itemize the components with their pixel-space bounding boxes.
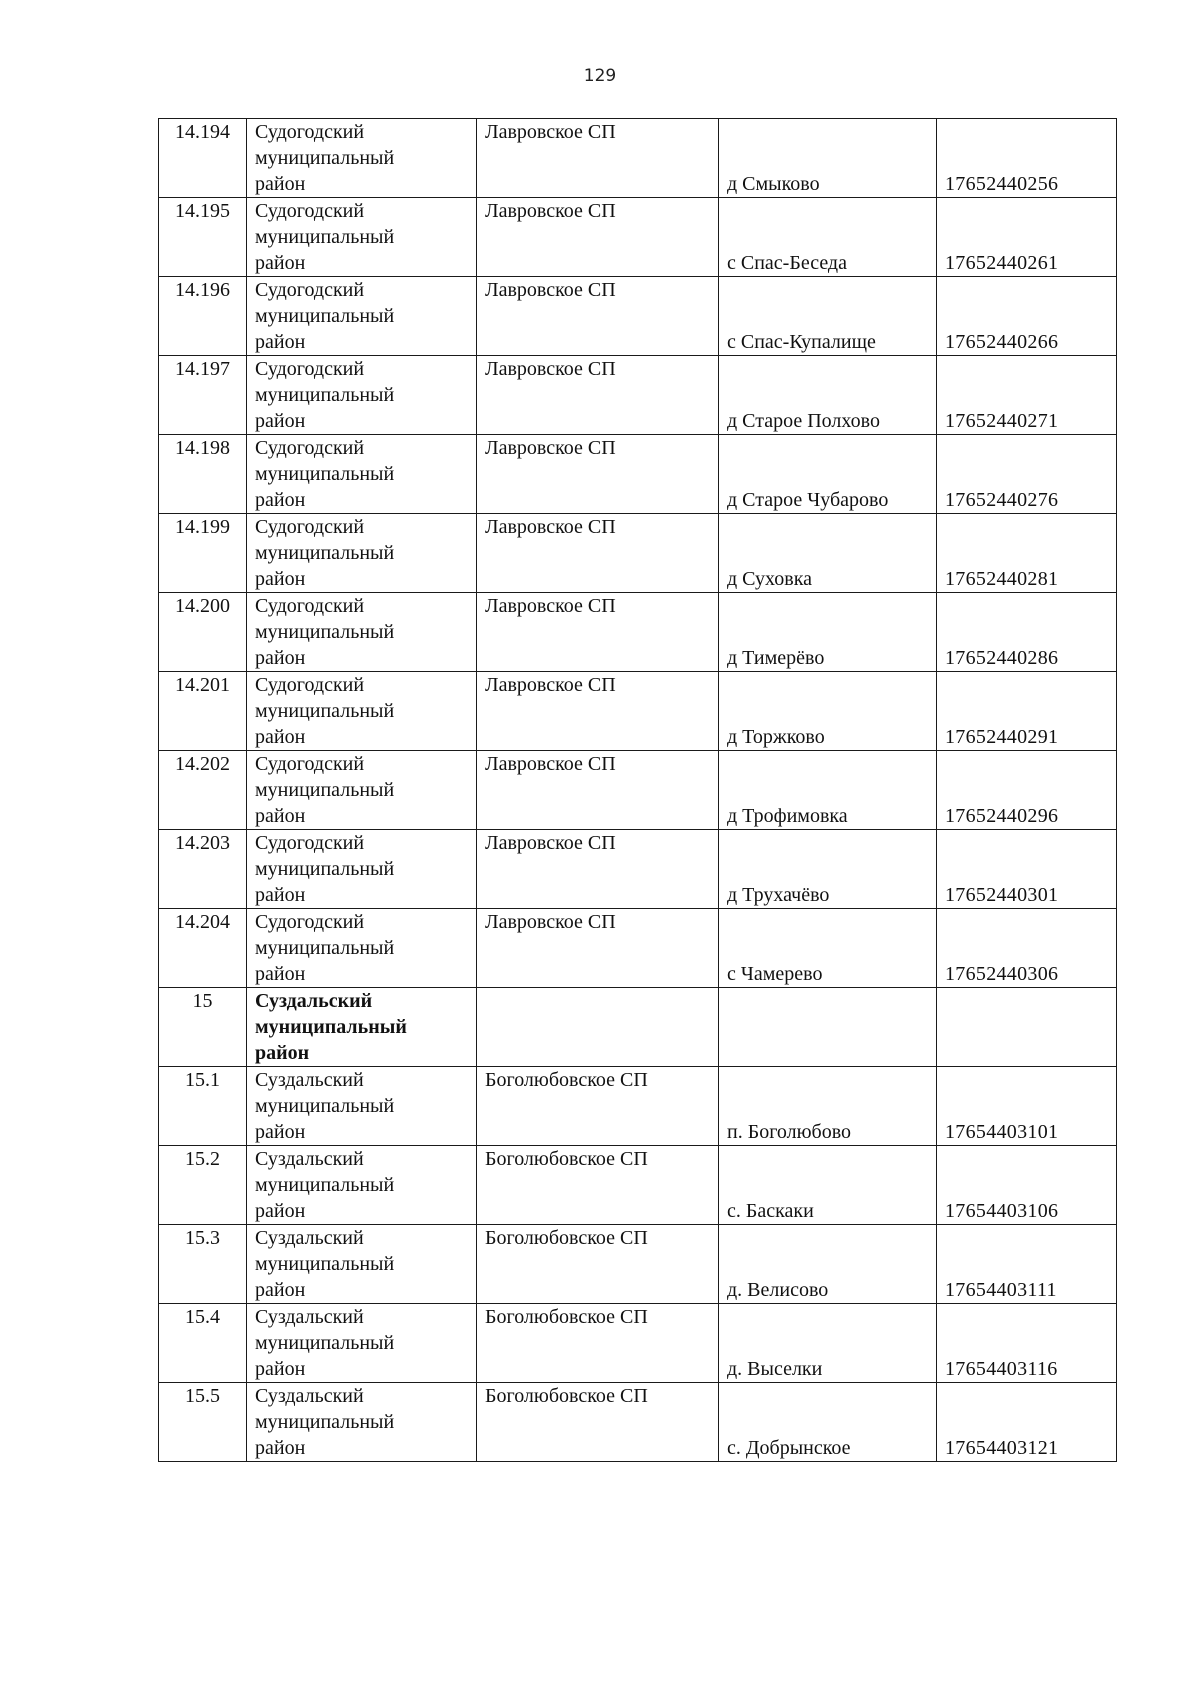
oktmo-code-cell: 17654403121 bbox=[937, 1383, 1117, 1462]
district-cell bbox=[247, 672, 477, 751]
settlement-cell: Лавровское СП bbox=[477, 909, 719, 988]
oktmo-code-cell: 17652440296 bbox=[937, 751, 1117, 830]
settlement-cell: Боголюбовское СП bbox=[477, 1383, 719, 1462]
district-cell bbox=[247, 1146, 477, 1225]
district-cell bbox=[247, 988, 477, 1067]
district-line: Суздальский bbox=[255, 1385, 364, 1407]
oktmo-code-cell: 17654403111 bbox=[937, 1225, 1117, 1304]
district-line: Судогодский bbox=[255, 595, 365, 617]
district-line: район bbox=[255, 1121, 306, 1143]
locality-cell: д Суховка bbox=[719, 514, 937, 593]
locality-cell: п. Боголюбово bbox=[719, 1067, 937, 1146]
table-row bbox=[159, 1304, 1117, 1383]
district-line: Судогодский bbox=[255, 200, 365, 222]
district-cell bbox=[247, 356, 477, 435]
settlement-cell: Боголюбовское СП bbox=[477, 1067, 719, 1146]
district-line: муниципальный bbox=[255, 384, 395, 406]
district-line: район bbox=[255, 726, 306, 748]
district-line: муниципальный bbox=[255, 1411, 395, 1433]
settlement-cell: Лавровское СП bbox=[477, 672, 719, 751]
district-line: муниципальный bbox=[255, 1174, 395, 1196]
district-line: Судогодский bbox=[255, 832, 365, 854]
district-cell bbox=[247, 1383, 477, 1462]
settlement-cell: Лавровское СП bbox=[477, 198, 719, 277]
oktmo-code-cell: 17654403116 bbox=[937, 1304, 1117, 1383]
district-cell bbox=[247, 277, 477, 356]
oktmo-code-cell: 17654403101 bbox=[937, 1067, 1117, 1146]
district-line: муниципальный bbox=[255, 1253, 395, 1275]
oktmo-code-cell: 17652440281 bbox=[937, 514, 1117, 593]
district-line: район bbox=[255, 805, 306, 827]
locality-cell: с Чамерево bbox=[719, 909, 937, 988]
district-line: муниципальный bbox=[255, 700, 395, 722]
district-line: муниципальный bbox=[255, 1332, 395, 1354]
row-number: 14.201 bbox=[159, 672, 247, 751]
table-row bbox=[159, 1383, 1117, 1462]
district-line: район bbox=[255, 331, 306, 353]
district-line: муниципальный bbox=[255, 1016, 407, 1038]
district-cell bbox=[247, 1225, 477, 1304]
oktmo-code-cell: 17652440291 bbox=[937, 672, 1117, 751]
oktmo-code-cell bbox=[937, 988, 1117, 1067]
locality-cell: д Трофимовка bbox=[719, 751, 937, 830]
row-number: 14.195 bbox=[159, 198, 247, 277]
locality-cell: д Тимерёво bbox=[719, 593, 937, 672]
locality-cell bbox=[719, 988, 937, 1067]
district-cell bbox=[247, 909, 477, 988]
settlements-table bbox=[158, 118, 1117, 1462]
district-line: муниципальный bbox=[255, 621, 395, 643]
district-line: Судогодский bbox=[255, 358, 365, 380]
row-number: 14.202 bbox=[159, 751, 247, 830]
table-row bbox=[159, 830, 1117, 909]
locality-cell: с Спас-Беседа bbox=[719, 198, 937, 277]
district-cell bbox=[247, 1304, 477, 1383]
district-line: район bbox=[255, 252, 306, 274]
table-row bbox=[159, 1067, 1117, 1146]
district-line: муниципальный bbox=[255, 226, 395, 248]
district-line: Судогодский bbox=[255, 516, 365, 538]
district-line: район bbox=[255, 489, 306, 511]
table-row bbox=[159, 672, 1117, 751]
row-number: 14.196 bbox=[159, 277, 247, 356]
district-line: Суздальский bbox=[255, 990, 373, 1012]
district-line: район bbox=[255, 1358, 306, 1380]
settlement-cell: Лавровское СП bbox=[477, 830, 719, 909]
district-line: Судогодский bbox=[255, 674, 365, 696]
locality-cell: с Спас-Купалище bbox=[719, 277, 937, 356]
district-line: Суздальский bbox=[255, 1227, 364, 1249]
table-row bbox=[159, 751, 1117, 830]
district-line: район bbox=[255, 568, 306, 590]
district-line: муниципальный bbox=[255, 779, 395, 801]
oktmo-code-cell: 17654403106 bbox=[937, 1146, 1117, 1225]
district-line: Судогодский bbox=[255, 437, 365, 459]
table-row bbox=[159, 514, 1117, 593]
district-cell bbox=[247, 435, 477, 514]
settlement-cell: Лавровское СП bbox=[477, 435, 719, 514]
oktmo-code-cell: 17652440301 bbox=[937, 830, 1117, 909]
page-number: 129 bbox=[583, 66, 617, 86]
district-cell bbox=[247, 1067, 477, 1146]
table-row bbox=[159, 1146, 1117, 1225]
table-row bbox=[159, 277, 1117, 356]
row-number: 14.200 bbox=[159, 593, 247, 672]
district-line: муниципальный bbox=[255, 1095, 395, 1117]
table-row bbox=[159, 198, 1117, 277]
row-number: 15.3 bbox=[159, 1225, 247, 1304]
oktmo-code-cell: 17652440306 bbox=[937, 909, 1117, 988]
row-number: 14.197 bbox=[159, 356, 247, 435]
settlement-cell bbox=[477, 988, 719, 1067]
district-line: Суздальский bbox=[255, 1306, 364, 1328]
settlement-cell: Лавровское СП bbox=[477, 593, 719, 672]
settlement-cell: Лавровское СП bbox=[477, 514, 719, 593]
table-body bbox=[159, 119, 1117, 1462]
district-line: муниципальный bbox=[255, 858, 395, 880]
row-number: 15.2 bbox=[159, 1146, 247, 1225]
district-line: Судогодский bbox=[255, 911, 365, 933]
row-number: 14.204 bbox=[159, 909, 247, 988]
oktmo-code-cell: 17652440276 bbox=[937, 435, 1117, 514]
district-line: район bbox=[255, 1437, 306, 1459]
row-number: 15.5 bbox=[159, 1383, 247, 1462]
locality-cell: с. Баскаки bbox=[719, 1146, 937, 1225]
district-cell bbox=[247, 593, 477, 672]
district-line: район bbox=[255, 173, 306, 195]
row-number: 14.199 bbox=[159, 514, 247, 593]
settlement-cell: Боголюбовское СП bbox=[477, 1225, 719, 1304]
district-line: район bbox=[255, 1042, 310, 1064]
district-cell bbox=[247, 514, 477, 593]
district-line: муниципальный bbox=[255, 463, 395, 485]
row-number: 15.1 bbox=[159, 1067, 247, 1146]
locality-cell: д Торжково bbox=[719, 672, 937, 751]
table-row bbox=[159, 435, 1117, 514]
district-line: район bbox=[255, 1200, 306, 1222]
locality-cell: д Старое Полхово bbox=[719, 356, 937, 435]
district-line: район bbox=[255, 963, 306, 985]
district-line: Суздальский bbox=[255, 1069, 364, 1091]
district-line: Суздальский bbox=[255, 1148, 364, 1170]
settlement-cell: Лавровское СП bbox=[477, 277, 719, 356]
district-cell bbox=[247, 751, 477, 830]
table-row bbox=[159, 119, 1117, 198]
locality-cell: д Смыково bbox=[719, 119, 937, 198]
district-line: муниципальный bbox=[255, 147, 395, 169]
table-row bbox=[159, 356, 1117, 435]
row-number: 14.198 bbox=[159, 435, 247, 514]
row-number: 14.203 bbox=[159, 830, 247, 909]
locality-cell: д Трухачёво bbox=[719, 830, 937, 909]
district-line: район bbox=[255, 647, 306, 669]
settlement-cell: Лавровское СП bbox=[477, 356, 719, 435]
oktmo-code-cell: 17652440286 bbox=[937, 593, 1117, 672]
row-number: 15.4 bbox=[159, 1304, 247, 1383]
oktmo-code-cell: 17652440266 bbox=[937, 277, 1117, 356]
district-line: муниципальный bbox=[255, 542, 395, 564]
locality-cell: д. Велисово bbox=[719, 1225, 937, 1304]
table-row bbox=[159, 1225, 1117, 1304]
table-row bbox=[159, 593, 1117, 672]
oktmo-code-cell: 17652440271 bbox=[937, 356, 1117, 435]
district-line: район bbox=[255, 410, 306, 432]
district-cell bbox=[247, 119, 477, 198]
oktmo-code-cell: 17652440261 bbox=[937, 198, 1117, 277]
district-line: район bbox=[255, 884, 306, 906]
settlement-cell: Боголюбовское СП bbox=[477, 1304, 719, 1383]
settlement-cell: Лавровское СП bbox=[477, 119, 719, 198]
district-line: Судогодский bbox=[255, 121, 365, 143]
locality-cell: с. Добрынское bbox=[719, 1383, 937, 1462]
row-number: 15 bbox=[159, 988, 247, 1067]
district-line: район bbox=[255, 1279, 306, 1301]
locality-cell: д. Выселки bbox=[719, 1304, 937, 1383]
district-line: Судогодский bbox=[255, 279, 365, 301]
settlement-cell: Боголюбовское СП bbox=[477, 1146, 719, 1225]
district-line: муниципальный bbox=[255, 937, 395, 959]
district-cell bbox=[247, 830, 477, 909]
locality-cell: д Старое Чубарово bbox=[719, 435, 937, 514]
district-cell bbox=[247, 198, 477, 277]
oktmo-code-cell: 17652440256 bbox=[937, 119, 1117, 198]
settlement-cell: Лавровское СП bbox=[477, 751, 719, 830]
district-line: Судогодский bbox=[255, 753, 365, 775]
district-line: муниципальный bbox=[255, 305, 395, 327]
table-row bbox=[159, 909, 1117, 988]
table-row bbox=[159, 988, 1117, 1067]
row-number: 14.194 bbox=[159, 119, 247, 198]
